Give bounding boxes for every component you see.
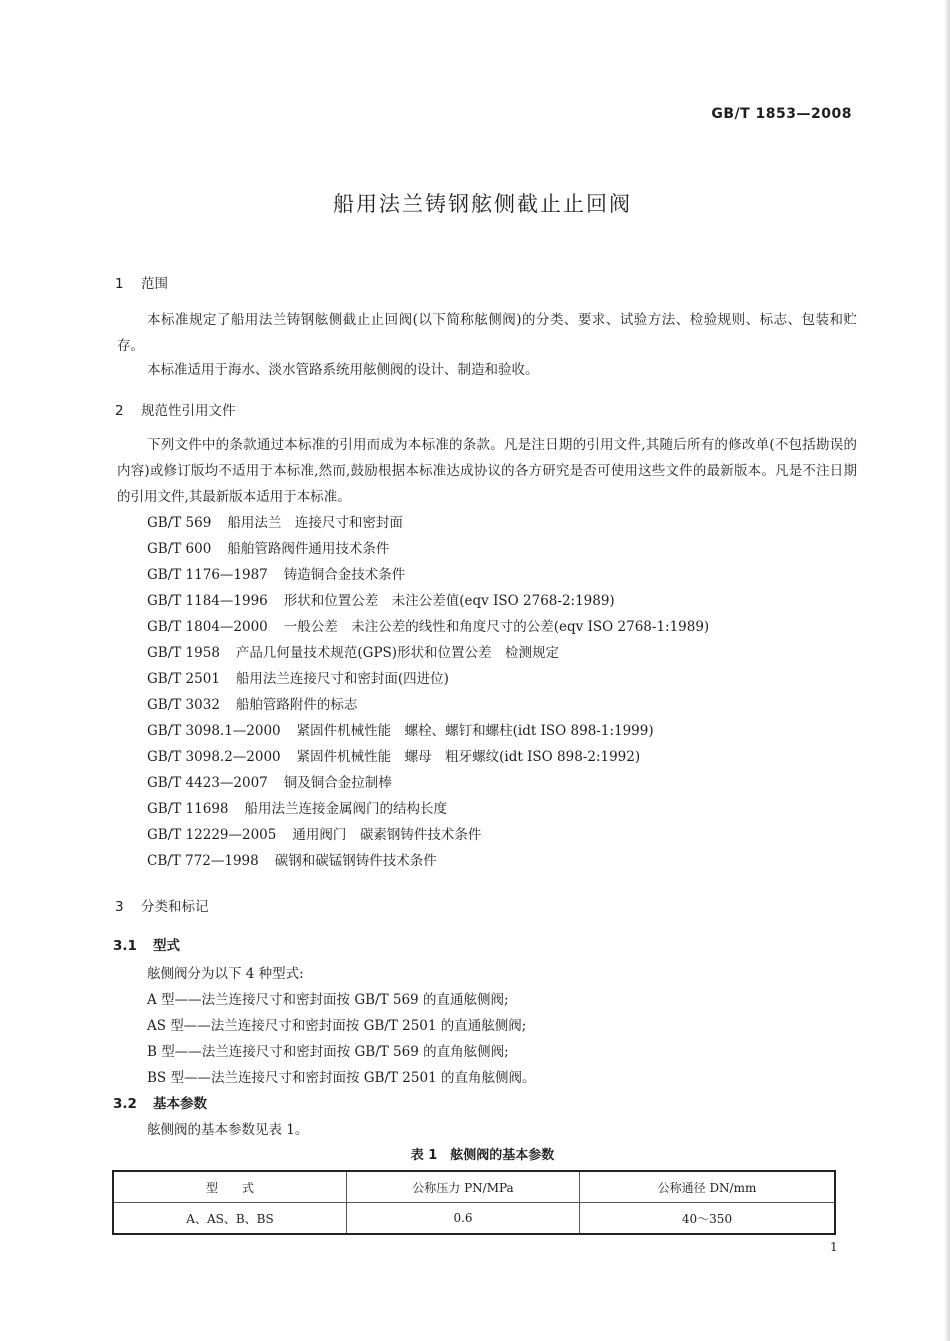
reference-code: GB/T 1804—2000 [147,619,268,635]
reference-item [147,562,709,588]
header-nominal-pressure: 公称压力 PN/MPa [347,1171,580,1203]
reference-item [147,614,709,640]
type-as-line: AS 型——法兰连接尺寸和密封面按 GB/T 2501 的直通舷侧阀; [147,1018,527,1034]
section-3-heading [115,895,209,915]
section-title: 范围 [141,276,168,292]
reference-code: GB/T 1958 [147,645,220,661]
reference-name: 船用法兰连接金属阀门的结构长度 [244,801,447,817]
section-title: 规范性引用文件 [141,403,236,419]
section-number: 2 [115,403,124,419]
basic-params-line: 舷侧阀的基本参数见表 1。 [147,1122,309,1138]
type-bs-line: BS 型——法兰连接尺寸和密封面按 GB/T 2501 的直角舷侧阀。 [147,1070,536,1086]
section-number: 3 [115,899,124,915]
reference-item [147,536,709,562]
table-header-row [113,1171,835,1203]
standard-code: GB/T 1853—2008 [711,106,852,122]
reference-code: GB/T 1176—1987 [147,567,268,583]
section-1-paragraph-1: 本标准规定了船用法兰铸钢舷侧截止止回阀(以下简称舷侧阀)的分类、要求、试验方法、检验规则、标志、包装和贮存。 [117,312,857,354]
reference-item [147,796,709,822]
reference-item [147,692,709,718]
reference-code: GB/T 4423—2007 [147,775,268,791]
basic-parameters-table [112,1170,836,1235]
header-nominal-diameter: 公称通径 DN/mm [580,1171,836,1203]
reference-name: 铸造铜合金技术条件 [283,567,406,583]
reference-item [147,510,709,536]
section-1-heading [115,272,168,292]
section-title: 分类和标记 [141,899,209,915]
reference-name: 船用法兰连接尺寸和密封面(四进位) [235,671,449,687]
reference-code: GB/T 3032 [147,697,220,713]
reference-code: GB/T 600 [147,541,212,557]
section-1-paragraph-2: 本标准适用于海水、淡水管路系统用舷侧阀的设计、制造和验收。 [147,362,539,378]
cell-type: A、AS、B、BS [113,1203,347,1235]
cell-nominal-pressure: 0.6 [347,1203,580,1235]
reference-name: 一般公差 未注公差的线性和角度尺寸的公差(eqv ISO 2768-1:1989) [283,619,710,635]
section-2-heading [115,399,236,419]
reference-item [147,770,709,796]
reference-name: 形状和位置公差 未注公差值(eqv ISO 2768-2:1989) [283,593,615,609]
section-3-2-heading [113,1092,207,1112]
type-a-line: A 型——法兰连接尺寸和密封面按 GB/T 569 的直通舷侧阀; [147,992,509,1008]
reference-item [147,640,709,666]
table-caption: 表 1 舷侧阀的基本参数 [410,1148,555,1163]
section-number: 1 [115,276,124,292]
section-3-1-heading [113,934,180,954]
header-type: 型 式 [113,1171,347,1203]
reference-item [147,718,709,744]
type-b-line: B 型——法兰连接尺寸和密封面按 GB/T 569 的直角舷侧阀; [147,1044,509,1060]
reference-item [147,822,709,848]
reference-name: 铜及铜合金拉制棒 [283,775,392,791]
reference-code: GB/T 11698 [147,801,229,817]
reference-name: 船舶管路阀件通用技术条件 [227,541,390,557]
reference-name: 紧固件机械性能 螺母 粗牙螺纹(idt ISO 898-2:1992) [296,749,641,765]
reference-item [147,666,709,692]
section-number: 3.1 [113,938,137,954]
reference-item [147,848,709,874]
reference-name: 紧固件机械性能 螺栓、螺钉和螺柱(idt ISO 898-1:1999) [296,723,654,739]
page-number: 1 [830,1240,838,1254]
cell-nominal-diameter: 40～350 [580,1203,836,1235]
table-row [113,1203,835,1235]
section-title: 基本参数 [153,1096,207,1112]
reference-name: 船用法兰 连接尺寸和密封面 [227,515,403,531]
reference-code: CB/T 772—1998 [147,853,259,869]
normative-reference-list [147,510,709,874]
document-title: 船用法兰铸钢舷侧截止止回阀 [333,192,632,216]
reference-name: 碳钢和碳锰钢铸件技术条件 [274,853,437,869]
type-intro-line: 舷侧阀分为以下 4 种型式: [147,966,304,982]
section-2-paragraph-1: 下列文件中的条款通过本标准的引用而成为本标准的条款。凡是注日期的引用文件,其随后所有的修改单(不包括勘误的内容)或修订版均不适用于本标准,然而,鼓励根据本标准达成协议的各方研究是否可使用这些文件的最新版本。凡是不注日期的引用文件,其最新版本适用于本标准。 [117,437,857,505]
section-number: 3.2 [113,1096,137,1112]
reference-item [147,744,709,770]
reference-name: 通用阀门 碳素钢铸件技术条件 [292,827,482,843]
section-title: 型式 [153,938,180,954]
reference-code: GB/T 3098.1—2000 [147,723,281,739]
reference-name: 船舶管路附件的标志 [235,697,358,713]
reference-code: GB/T 3098.2—2000 [147,749,281,765]
reference-item [147,588,709,614]
reference-name: 产品几何量技术规范(GPS)形状和位置公差 检测规定 [235,645,560,661]
reference-code: GB/T 569 [147,515,212,531]
reference-code: GB/T 1184—1996 [147,593,268,609]
reference-code: GB/T 2501 [147,671,220,687]
reference-code: GB/T 12229—2005 [147,827,277,843]
scan-edge-shadow [944,0,950,1341]
